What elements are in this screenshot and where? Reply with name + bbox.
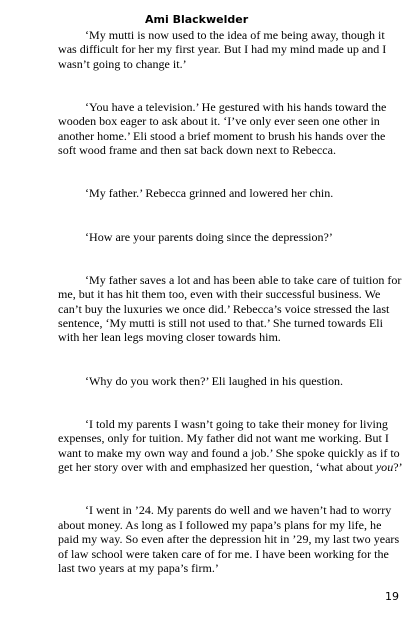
paragraph-7-closing: ?’ (393, 460, 403, 475)
paragraph-2: ‘You have a television.’ He gestured with his hands toward the wooden box eager to ask about it. ‘I’ve only ever seen one other in another home.’ Eli stood a brief moment to brush his hands over the soft wood frame and then sat back down next to Rebecca. (58, 100, 387, 158)
author-header: Ami Blackwelder (145, 13, 249, 26)
paragraph-1: ‘My mutti is now used to the idea of me being away, though it was difficult for her my first year. But I had my mind made up and I wasn’t going to change it.’ (58, 28, 387, 71)
paragraph-6: ‘Why do you work then?’ Eli laughed in his question. (85, 373, 344, 388)
paragraph-8: ‘I went in ’24. My parents do well and we haven’t had to worry about money. As long as I followed my papa’s plans for my life, he paid my way. So even after the depression hit in ’29, my last two years of law school were taken care of for me. I have been working for the last two years at my papa’s firm.’ (58, 503, 400, 575)
body-text (58, 28, 403, 575)
paragraph-4: ‘How are your parents doing since the depression?’ (85, 229, 333, 244)
paragraph-7-text: ‘I told my parents I wasn’t going to take their money for living expenses, only for tuition. My father did not want me working. But I want to make my own way and found a job.’ She spoke quickly as if to get her story over with and emphasized her question, ‘what about (58, 416, 400, 475)
paragraph-5: ‘My father saves a lot and has been able to take care of tuition for me, but it has hit them too, even with their successful business. We can’t buy the luxuries we once did.’ Rebecca’s voice stressed the last sentence, ‘My mutti is still not used to that.’ She turned towards Eli with her lean legs moving closer towards him. (58, 272, 402, 345)
paragraph-7 (58, 417, 403, 475)
page-number: 19 (385, 590, 399, 603)
paragraph-7-emphasis: you (375, 460, 394, 475)
paragraph-3: ‘My father.’ Rebecca grinned and lowered her chin. (85, 186, 334, 201)
